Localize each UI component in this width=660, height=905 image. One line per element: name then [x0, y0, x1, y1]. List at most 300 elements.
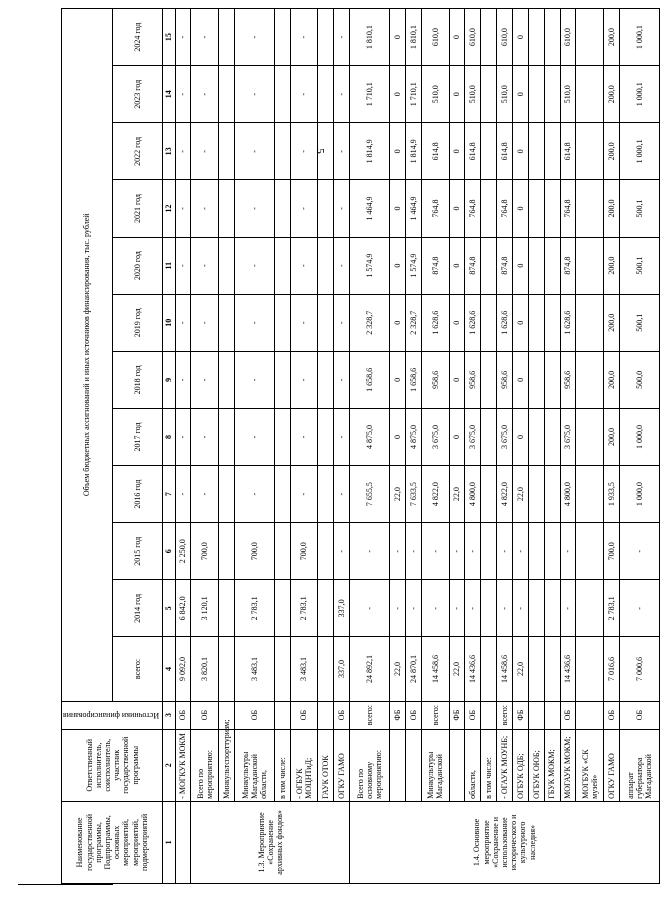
- source-cell: [481, 701, 497, 729]
- value-cell: 1 658,6: [350, 351, 390, 408]
- value-cell: 200,0: [604, 408, 620, 465]
- value-cell: 3 675,0: [421, 408, 449, 465]
- table-row: [334, 9, 350, 884]
- responsible-cell: Всего по мероприятию:: [191, 729, 219, 801]
- header-year: 2017 год: [112, 408, 163, 465]
- value-cell: 2 328,7: [405, 294, 421, 351]
- value-cell: -: [560, 580, 576, 637]
- table-row: [544, 9, 560, 884]
- value-cell: 0: [449, 408, 465, 465]
- value-cell: 0: [512, 351, 528, 408]
- value-cell: 9 092,0: [175, 637, 191, 701]
- source-cell: ФБ: [449, 701, 465, 729]
- value-cell: [576, 237, 604, 294]
- value-cell: [219, 351, 235, 408]
- table-row: [512, 9, 528, 884]
- responsible-cell: ГАУК ОТОК: [318, 729, 334, 801]
- value-cell: [544, 408, 560, 465]
- column-number: 14: [163, 66, 175, 123]
- value-cell: [481, 408, 497, 465]
- value-cell: -: [421, 580, 449, 637]
- column-number: 6: [163, 523, 175, 580]
- value-cell: 4 875,0: [350, 408, 390, 465]
- value-cell: [481, 237, 497, 294]
- value-cell: [528, 523, 544, 580]
- value-cell: [318, 9, 334, 66]
- responsible-cell: МОГБУК «СК музей»: [576, 729, 604, 801]
- value-cell: 200,0: [604, 237, 620, 294]
- value-cell: 14 436,6: [560, 637, 576, 701]
- source-cell: ОБ: [290, 701, 318, 729]
- table-row: [497, 9, 513, 884]
- value-cell: [274, 523, 290, 580]
- table-body: [175, 9, 659, 884]
- value-cell: 3 120,1: [191, 580, 219, 637]
- value-cell: [481, 9, 497, 66]
- value-cell: -: [175, 123, 191, 180]
- value-cell: [528, 9, 544, 66]
- value-cell: 0: [449, 123, 465, 180]
- value-cell: 0: [512, 294, 528, 351]
- value-cell: [576, 637, 604, 701]
- value-cell: 22,0: [512, 466, 528, 523]
- value-cell: 2 783,1: [290, 580, 318, 637]
- value-cell: [274, 408, 290, 465]
- value-cell: 764,8: [421, 180, 449, 237]
- value-cell: 1 710,1: [350, 66, 390, 123]
- value-cell: [576, 580, 604, 637]
- value-cell: -: [465, 523, 481, 580]
- value-cell: -: [191, 9, 219, 66]
- value-cell: 1 814,9: [350, 123, 390, 180]
- column-numbers-row: [163, 9, 175, 884]
- value-cell: 22,0: [512, 637, 528, 701]
- table-row: [528, 9, 544, 884]
- responsible-cell: области,: [465, 729, 481, 801]
- value-cell: -: [175, 466, 191, 523]
- value-cell: 1 658,6: [405, 351, 421, 408]
- value-cell: -: [175, 351, 191, 408]
- value-cell: [219, 66, 235, 123]
- value-cell: 0: [389, 351, 405, 408]
- value-cell: [544, 123, 560, 180]
- value-cell: [544, 294, 560, 351]
- value-cell: -: [334, 123, 350, 180]
- value-cell: -: [290, 9, 318, 66]
- responsible-cell: аппарат губернатора Магаданской: [620, 729, 660, 801]
- value-cell: [481, 466, 497, 523]
- value-cell: 700,0: [290, 523, 318, 580]
- value-cell: 3 483,1: [235, 637, 275, 701]
- header-year: 2024 год: [112, 9, 163, 66]
- source-cell: [576, 701, 604, 729]
- value-cell: -: [334, 523, 350, 580]
- responsible-cell: - МОГКУК МОКМ: [175, 729, 191, 801]
- value-cell: [318, 408, 334, 465]
- value-cell: [528, 466, 544, 523]
- value-cell: [544, 523, 560, 580]
- value-cell: -: [235, 180, 275, 237]
- value-cell: 874,8: [497, 237, 513, 294]
- column-number: 1: [163, 801, 175, 883]
- table-row: [219, 9, 235, 884]
- value-cell: [318, 523, 334, 580]
- value-cell: 510,0: [421, 66, 449, 123]
- value-cell: 1 000,1: [620, 123, 660, 180]
- value-cell: 874,8: [421, 237, 449, 294]
- value-cell: [274, 180, 290, 237]
- value-cell: 3 675,0: [560, 408, 576, 465]
- value-cell: [219, 237, 235, 294]
- source-cell: [544, 701, 560, 729]
- value-cell: -: [235, 9, 275, 66]
- header-year: 2023 год: [112, 66, 163, 123]
- table-row: [481, 9, 497, 884]
- value-cell: 22,0: [449, 637, 465, 701]
- value-cell: [576, 180, 604, 237]
- value-cell: 0: [389, 66, 405, 123]
- value-cell: -: [290, 180, 318, 237]
- value-cell: 1 710,1: [405, 66, 421, 123]
- responsible-cell: - ОГБУК МОЦНТиД;: [290, 729, 318, 801]
- value-cell: 4 822,0: [421, 466, 449, 523]
- value-cell: 1 464,9: [405, 180, 421, 237]
- value-cell: -: [290, 351, 318, 408]
- value-cell: 1 574,9: [405, 237, 421, 294]
- value-cell: 610,0: [497, 9, 513, 66]
- value-cell: 764,8: [560, 180, 576, 237]
- value-cell: -: [334, 9, 350, 66]
- table-row: [465, 9, 481, 884]
- value-cell: 22,0: [389, 637, 405, 701]
- value-cell: -: [191, 237, 219, 294]
- value-cell: 200,0: [604, 294, 620, 351]
- value-cell: [528, 408, 544, 465]
- value-cell: [576, 294, 604, 351]
- table-row: [235, 9, 275, 884]
- value-cell: 1 464,9: [350, 180, 390, 237]
- value-cell: -: [334, 294, 350, 351]
- value-cell: 874,8: [560, 237, 576, 294]
- value-cell: 1 810,1: [405, 9, 421, 66]
- value-cell: [219, 123, 235, 180]
- value-cell: -: [235, 123, 275, 180]
- responsible-cell: ОГКУ ГАМО: [334, 729, 350, 801]
- value-cell: 700,0: [191, 523, 219, 580]
- value-cell: 610,0: [465, 9, 481, 66]
- value-cell: -: [512, 523, 528, 580]
- value-cell: [528, 351, 544, 408]
- source-cell: ОБ: [465, 701, 481, 729]
- value-cell: -: [560, 523, 576, 580]
- value-cell: 3 675,0: [497, 408, 513, 465]
- value-cell: -: [334, 351, 350, 408]
- value-cell: 2 328,7: [350, 294, 390, 351]
- header-year: 2015 год: [112, 523, 163, 580]
- source-cell: ОБ: [405, 701, 421, 729]
- table-row: [449, 9, 465, 884]
- value-cell: 958,6: [465, 351, 481, 408]
- header-year: 2018 год: [112, 351, 163, 408]
- value-cell: 764,8: [497, 180, 513, 237]
- value-cell: [274, 637, 290, 701]
- value-cell: -: [350, 580, 390, 637]
- value-cell: -: [175, 237, 191, 294]
- value-cell: 1 628,6: [465, 294, 481, 351]
- value-cell: -: [191, 66, 219, 123]
- value-cell: [318, 237, 334, 294]
- responsible-cell: МОГАУК МОКМ;: [560, 729, 576, 801]
- value-cell: [528, 637, 544, 701]
- value-cell: 22,0: [449, 466, 465, 523]
- funding-table: [61, 8, 660, 884]
- value-cell: [274, 580, 290, 637]
- column-number: 11: [163, 237, 175, 294]
- value-cell: -: [620, 523, 660, 580]
- source-cell: всего:: [421, 701, 449, 729]
- value-cell: -: [389, 580, 405, 637]
- value-cell: -: [449, 523, 465, 580]
- value-cell: 510,0: [497, 66, 513, 123]
- source-cell: [318, 701, 334, 729]
- value-cell: [481, 351, 497, 408]
- column-number: 15: [163, 9, 175, 66]
- value-cell: 14 458,6: [421, 637, 449, 701]
- value-cell: 614,8: [421, 123, 449, 180]
- footnote-rule: [18, 884, 113, 885]
- value-cell: [481, 580, 497, 637]
- value-cell: [528, 237, 544, 294]
- value-cell: 0: [389, 408, 405, 465]
- value-cell: -: [290, 466, 318, 523]
- value-cell: 610,0: [421, 9, 449, 66]
- value-cell: [318, 351, 334, 408]
- value-cell: 764,8: [465, 180, 481, 237]
- value-cell: [318, 637, 334, 701]
- value-cell: 6 842,0: [175, 580, 191, 637]
- value-cell: 200,0: [604, 180, 620, 237]
- source-cell: всего:: [350, 701, 390, 729]
- column-number: 2: [163, 729, 175, 801]
- value-cell: 14 458,6: [497, 637, 513, 701]
- value-cell: 24 870,1: [405, 637, 421, 701]
- header-year: 2022 год: [112, 123, 163, 180]
- value-cell: [481, 294, 497, 351]
- value-cell: 337,0: [334, 580, 350, 637]
- table-row: [274, 9, 290, 884]
- value-cell: 500,1: [620, 294, 660, 351]
- value-cell: 24 892,1: [350, 637, 390, 701]
- value-cell: -: [334, 180, 350, 237]
- responsible-cell: Минкультспорттуризм;: [219, 729, 235, 801]
- value-cell: 614,8: [497, 123, 513, 180]
- value-cell: 0: [512, 123, 528, 180]
- value-cell: [274, 466, 290, 523]
- value-cell: -: [465, 580, 481, 637]
- table-row: [290, 9, 318, 884]
- value-cell: [576, 408, 604, 465]
- value-cell: [219, 294, 235, 351]
- source-cell: ФБ: [512, 701, 528, 729]
- value-cell: 7 633,5: [405, 466, 421, 523]
- value-cell: 1 000,0: [620, 466, 660, 523]
- value-cell: 958,6: [421, 351, 449, 408]
- value-cell: 0: [389, 123, 405, 180]
- header-source: Источники финансирования: [62, 701, 163, 729]
- value-cell: -: [235, 294, 275, 351]
- value-cell: [544, 237, 560, 294]
- value-cell: -: [191, 466, 219, 523]
- column-number: 7: [163, 466, 175, 523]
- value-cell: [274, 9, 290, 66]
- table-row: [620, 9, 660, 884]
- value-cell: 200,0: [604, 66, 620, 123]
- value-cell: 874,8: [465, 237, 481, 294]
- value-cell: 0: [389, 9, 405, 66]
- value-cell: [528, 294, 544, 351]
- value-cell: -: [175, 294, 191, 351]
- value-cell: 700,0: [604, 523, 620, 580]
- table-row: [576, 9, 604, 884]
- value-cell: [576, 351, 604, 408]
- value-cell: -: [290, 294, 318, 351]
- responsible-cell: - ОГАУК МОУНБ;: [497, 729, 513, 801]
- source-cell: ОБ: [620, 701, 660, 729]
- value-cell: [318, 123, 334, 180]
- row-name-cell: [175, 801, 191, 883]
- value-cell: -: [191, 351, 219, 408]
- value-cell: 614,8: [465, 123, 481, 180]
- value-cell: [544, 351, 560, 408]
- source-cell: ОБ: [604, 701, 620, 729]
- value-cell: -: [235, 351, 275, 408]
- table-row: [421, 9, 449, 884]
- value-cell: [318, 466, 334, 523]
- header-year: 2016 год: [112, 466, 163, 523]
- value-cell: [544, 66, 560, 123]
- value-cell: -: [290, 237, 318, 294]
- value-cell: 200,0: [604, 351, 620, 408]
- value-cell: 22,0: [389, 466, 405, 523]
- source-cell: ОБ: [175, 701, 191, 729]
- value-cell: 14 436,6: [465, 637, 481, 701]
- value-cell: -: [389, 523, 405, 580]
- value-cell: [576, 66, 604, 123]
- responsible-cell: Минкультуры Магаданской области,: [235, 729, 275, 801]
- table-row: [405, 9, 421, 884]
- value-cell: 0: [449, 66, 465, 123]
- responsible-cell: в том числе:: [274, 729, 290, 801]
- column-number: 3: [163, 701, 175, 729]
- value-cell: 0: [449, 180, 465, 237]
- value-cell: 0: [449, 237, 465, 294]
- value-cell: -: [191, 123, 219, 180]
- value-cell: 4 800,0: [465, 466, 481, 523]
- value-cell: 1 810,1: [350, 9, 390, 66]
- responsible-cell: ГБУК МОКМ;: [544, 729, 560, 801]
- value-cell: 610,0: [560, 9, 576, 66]
- value-cell: 500,1: [620, 180, 660, 237]
- funding-table-frame: [61, 8, 654, 884]
- value-cell: 0: [512, 9, 528, 66]
- value-cell: -: [334, 466, 350, 523]
- header-year: 2014 год: [112, 580, 163, 637]
- value-cell: 614,8: [560, 123, 576, 180]
- value-cell: [481, 180, 497, 237]
- value-cell: 0: [512, 237, 528, 294]
- table-row: [191, 9, 219, 884]
- value-cell: 3 675,0: [465, 408, 481, 465]
- column-number: 4: [163, 637, 175, 701]
- value-cell: 1 000,1: [620, 66, 660, 123]
- value-cell: [576, 123, 604, 180]
- value-cell: 2 783,1: [235, 580, 275, 637]
- value-cell: -: [350, 523, 390, 580]
- value-cell: [219, 580, 235, 637]
- column-number: 8: [163, 408, 175, 465]
- source-cell: всего:: [497, 701, 513, 729]
- responsible-cell: [389, 729, 405, 801]
- value-cell: 4 800,0: [560, 466, 576, 523]
- responsible-cell: [405, 729, 421, 801]
- value-cell: [576, 9, 604, 66]
- value-cell: [318, 294, 334, 351]
- value-cell: -: [449, 580, 465, 637]
- value-cell: 0: [389, 237, 405, 294]
- value-cell: -: [497, 523, 513, 580]
- header-funding: Объем бюджетных ассигнований и иных источников финансирования, тыс. рублей: [62, 9, 113, 702]
- source-cell: ФБ: [389, 701, 405, 729]
- value-cell: [274, 237, 290, 294]
- value-cell: [481, 523, 497, 580]
- value-cell: [219, 523, 235, 580]
- value-cell: -: [191, 180, 219, 237]
- value-cell: 2 783,1: [604, 580, 620, 637]
- value-cell: [544, 580, 560, 637]
- column-number: 12: [163, 180, 175, 237]
- source-cell: ОБ: [235, 701, 275, 729]
- value-cell: -: [191, 294, 219, 351]
- value-cell: 0: [512, 408, 528, 465]
- responsible-cell: Всего по основному мероприятию:: [350, 729, 390, 801]
- value-cell: [528, 123, 544, 180]
- column-number: 9: [163, 351, 175, 408]
- value-cell: 510,0: [465, 66, 481, 123]
- value-cell: 958,6: [497, 351, 513, 408]
- value-cell: 200,0: [604, 9, 620, 66]
- responsible-cell: в том числе:: [481, 729, 497, 801]
- value-cell: [219, 466, 235, 523]
- responsible-cell: ОГБУК ОДБ;: [512, 729, 528, 801]
- table-row: [560, 9, 576, 884]
- value-cell: 0: [389, 294, 405, 351]
- value-cell: -: [334, 237, 350, 294]
- value-cell: [576, 466, 604, 523]
- value-cell: 500,1: [620, 237, 660, 294]
- value-cell: -: [512, 580, 528, 637]
- value-cell: 4 822,0: [497, 466, 513, 523]
- value-cell: [274, 123, 290, 180]
- value-cell: -: [405, 580, 421, 637]
- value-cell: 200,0: [604, 123, 620, 180]
- measure-name: 1.3. Мероприятие «Сохранение архивных фондов»: [191, 801, 350, 883]
- value-cell: 0: [449, 9, 465, 66]
- value-cell: [481, 123, 497, 180]
- value-cell: 337,0: [334, 637, 350, 701]
- value-cell: -: [334, 408, 350, 465]
- value-cell: [528, 580, 544, 637]
- value-cell: -: [620, 580, 660, 637]
